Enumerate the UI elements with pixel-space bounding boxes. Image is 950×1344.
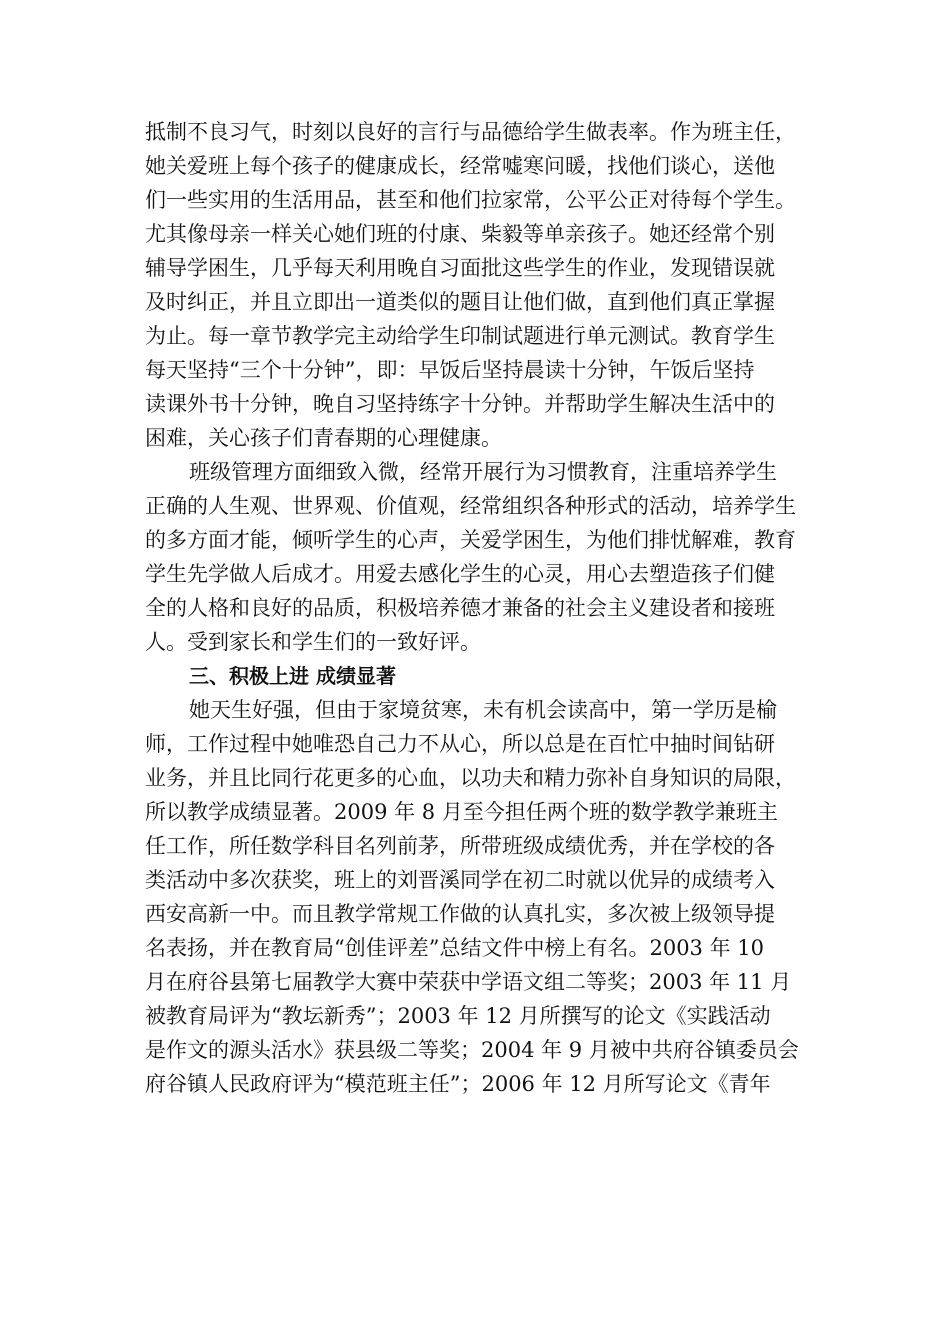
text-line: 类活动中多次获奖，班上的刘晋溪同学在初二时就以优异的成绩考入 <box>145 868 775 892</box>
text-line: 们一些实用的生活用品，甚至和他们拉家常，公平公正对待每个学生。 <box>145 188 796 212</box>
text-line: 西安高新一中。而且教学常规工作做的认真扎实，多次被上级领导提 <box>145 902 775 926</box>
text-line: 业务，并且比同行花更多的心血，以功夫和精力弥补自身知识的局限， <box>145 766 796 790</box>
text-line: 辅导学困生，几乎每天利用晚自习面批这些学生的作业，发现错误就 <box>145 256 775 280</box>
text-line: 每天坚持“三个十分钟”，即：早饭后坚持晨读十分钟，午饭后坚持 <box>145 358 755 382</box>
text-line: 全的人格和良好的品质，积极培养德才兼备的社会主义建设者和接班 <box>145 596 775 620</box>
text-line: 月在府谷县第七届教学大赛中荣获中学语文组二等奖；2003 年 11 月 <box>145 970 792 994</box>
text-line: 师，工作过程中她唯恐自己力不从心，所以总是在百忙中抽时间钻研 <box>145 732 775 756</box>
text-line: 是作文的源头活水》获县级二等奖；2004 年 9 月被中共府谷镇委员会 <box>145 1038 799 1062</box>
text-line: 被教育局评为“教坛新秀”；2003 年 12 月所撰写的论文《实践活动 <box>145 1004 771 1028</box>
document-body <box>145 115 810 1101</box>
text-line: 读课外书十分钟，晚自习坚持练字十分钟。并帮助学生解决生活中的 <box>145 392 775 416</box>
text-line: 困难，关心孩子们青春期的心理健康。 <box>145 426 502 450</box>
text-line: 正确的人生观、世界观、价值观，经常组织各种形式的活动，培养学生 <box>145 494 796 518</box>
text-line: 班级管理方面细致入微，经常开展行为习惯教育，注重培养学生 <box>189 460 777 484</box>
text-line: 名表扬，并在教育局“创佳评差”总结文件中榜上有名。2003 年 10 <box>145 936 764 960</box>
text-line: 府谷镇人民政府评为“模范班主任”；2006 年 12 月所写论文《青年 <box>145 1072 771 1096</box>
text-line: 抵制不良习气，时刻以良好的言行与品德给学生做表率。作为班主任， <box>145 120 796 144</box>
text-line: 所以教学成绩显著。2009 年 8 月至今担任两个班的数学教学兼班主 <box>145 800 778 824</box>
text-line: 学生先学做人后成才。用爱去感化学生的心灵，用心去塑造孩子们健 <box>145 562 775 586</box>
text-line: 为止。每一章节教学完主动给学生印制试题进行单元测试。教育学生 <box>145 324 775 348</box>
paragraph-2 <box>145 455 810 659</box>
paragraph-3 <box>145 693 810 1101</box>
text-line: 及时纠正，并且立即出一道类似的题目让他们做，直到他们真正掌握 <box>145 290 775 314</box>
paragraph-1 <box>145 115 810 455</box>
section-heading: 三、积极上进 成绩显著 <box>189 664 396 688</box>
text-line: 她关爱班上每个孩子的健康成长，经常嘘寒问暖，找他们谈心，送他 <box>145 154 775 178</box>
text-line: 任工作，所任数学科目名列前茅，所带班级成绩优秀，并在学校的各 <box>145 834 775 858</box>
text-line: 尤其像母亲一样关心她们班的付康、柴毅等单亲孩子。她还经常个别 <box>145 222 775 246</box>
text-line: 她天生好强，但由于家境贫寒，未有机会读高中，第一学历是榆 <box>189 698 777 722</box>
text-line: 的多方面才能，倾听学生的心声，关爱学困生，为他们排忧解难，教育 <box>145 528 796 552</box>
text-line: 人。受到家长和学生们的一致好评。 <box>145 630 481 654</box>
